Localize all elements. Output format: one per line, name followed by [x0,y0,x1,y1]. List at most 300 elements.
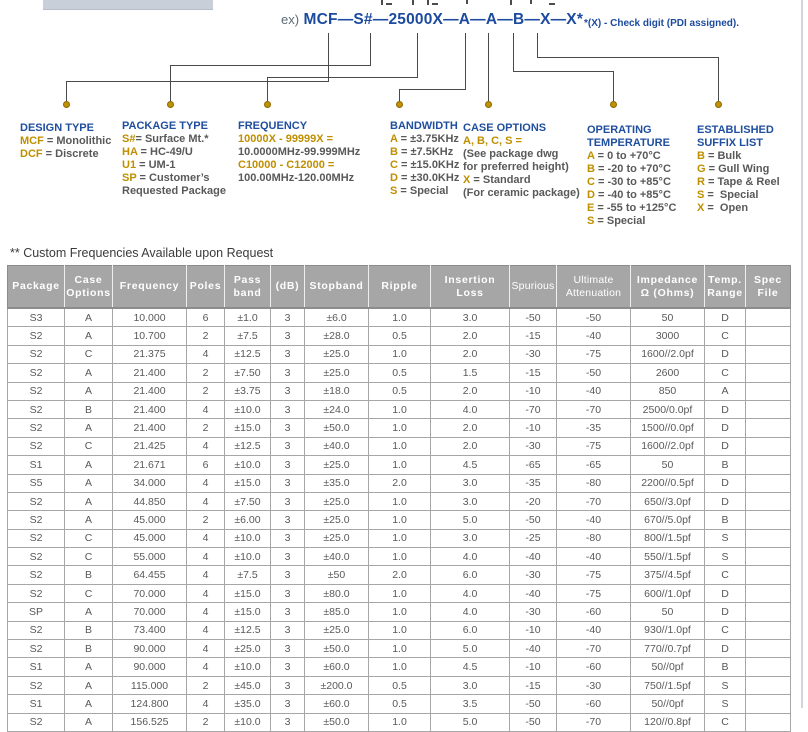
legend-title: DESIGN TYPE [20,122,94,134]
table-cell: S2 [8,566,65,584]
connector-line [537,57,719,58]
table-cell: -40 [557,382,631,400]
legend-column-established-suffix-list [697,124,803,215]
table-cell: S2 [8,713,65,731]
legend-text: = Gull Wing [705,163,770,175]
legend-code: B [587,163,595,175]
table-cell [746,437,791,455]
table-cell: 1.0 [369,419,431,437]
legend-code: A [587,150,595,162]
legend-text: for preferred height) [463,161,569,173]
table-cell: ±25.0 [305,529,369,547]
legend-entry [122,185,236,198]
table-cell: ±28.0 [305,327,369,345]
table-cell: ±40.0 [305,437,369,455]
table-cell: -30 [510,437,557,455]
table-cell: 1.0 [369,603,431,621]
table-cell [746,621,791,639]
table-cell: ±15.0 [225,584,271,602]
legend-title: SUFFIX LIST [697,137,763,149]
table-cell: ±7.5 [225,566,271,584]
table-cell: 1.0 [369,529,431,547]
legend-code: E [587,202,595,214]
table-cell: 2.0 [431,382,510,400]
table-cell: ±60.0 [305,695,369,713]
legend-text: = 0 to +70°C [594,150,661,162]
table-cell: 0.5 [369,676,431,694]
connector-dot [63,101,70,108]
table-row [8,511,791,529]
table-cell: -60 [557,658,631,676]
table-cell: 6.0 [431,566,510,584]
table-cell: A [65,419,113,437]
table-cell: -15 [510,676,557,694]
table-cell: 4 [187,603,225,621]
table-cell: -65 [557,456,631,474]
table-cell: 1.0 [369,492,431,510]
table-cell: 3000 [631,327,705,345]
legend-text: = Surface Mt.* [135,133,209,145]
table-row [8,382,791,400]
table-row [8,419,791,437]
table-cell: 2.0 [369,566,431,584]
column-header: Ultimate Attenuation [557,266,631,309]
table-cell: 3 [271,529,305,547]
table-cell: S [705,529,746,547]
table-cell: -25 [510,529,557,547]
legend-text: = ±3.75KHz [397,133,459,145]
legend-entry [390,146,472,159]
table-cell: C [705,566,746,584]
table-row [8,308,791,327]
table-cell: 3 [271,327,305,345]
table-cell: 1.0 [369,345,431,363]
legend-entry [390,159,472,172]
legend-code: D [390,172,398,184]
table-cell: B [65,640,113,658]
legend-code: C [390,159,398,171]
table-cell: -40 [510,548,557,566]
table-cell: A [65,308,113,327]
connector-line [267,77,418,78]
table-cell [746,676,791,694]
connector-line [613,71,614,102]
column-header: Pass band [225,266,271,309]
table-cell: S1 [8,658,65,676]
legend-code: X [697,202,705,214]
legend-text: = -30 to +85°C [594,176,671,188]
legend-text: Requested Package [122,185,226,197]
table-cell: 4 [187,437,225,455]
table-cell: ±10.0 [225,658,271,676]
table-cell: B [705,456,746,474]
table-cell: 3 [271,382,305,400]
table-cell: 50//0pf [631,695,705,713]
table-cell: C [705,621,746,639]
connector-line [328,33,329,82]
table-cell: 21.375 [113,345,187,363]
legend-entry [238,172,394,185]
cutoff-mark [432,3,438,5]
table-cell: A [65,603,113,621]
table-cell: ±15.0 [225,474,271,492]
table-cell: -30 [510,603,557,621]
table-cell: 750//1.5pf [631,676,705,694]
table-cell: S1 [8,456,65,474]
legend-text: (For ceramic package) [463,187,580,199]
table-cell: 3 [271,419,305,437]
table-cell [746,400,791,418]
example-prefix: ex) [281,12,300,27]
table-cell: 1.0 [369,621,431,639]
table-cell: ±35.0 [225,695,271,713]
column-header: Poles [187,266,225,309]
table-cell: 50 [631,603,705,621]
table-cell: S [705,548,746,566]
table-cell: S2 [8,529,65,547]
table-cell: C [65,345,113,363]
table-cell [746,456,791,474]
table-cell: -35 [557,419,631,437]
table-cell: C [705,364,746,382]
table-cell: ±10.0 [225,548,271,566]
table-cell: 3 [271,308,305,327]
table-cell: ±12.5 [225,345,271,363]
column-header: Package [8,266,65,309]
connector-line [66,81,67,102]
table-cell: 3 [271,713,305,731]
table-cell: 64.455 [113,566,187,584]
legend-code: C [587,176,595,188]
table-cell: ±25.0 [305,456,369,474]
table-cell: 3 [271,400,305,418]
table-cell [746,327,791,345]
column-header: (dB) [271,266,305,309]
legend-code: DCF [20,148,43,160]
legend-entry [463,187,603,200]
table-cell: S2 [8,364,65,382]
column-header: Insertion Loss [431,266,510,309]
table-cell: 2.0 [369,474,431,492]
table-cell: D [705,437,746,455]
table-cell: 1.0 [369,640,431,658]
table-cell: -50 [510,713,557,731]
table-row [8,548,791,566]
table-cell: 1500//0.0pf [631,419,705,437]
legend-code: SP [122,172,137,184]
legend-column-package-type [122,120,236,198]
table-cell: 800//1.5pf [631,529,705,547]
legend-entry [238,133,394,146]
table-cell: 1600//2.0pf [631,437,705,455]
table-row [8,529,791,547]
table-cell [746,695,791,713]
table-cell: C [65,584,113,602]
legend-text: = Special [594,215,646,227]
legend-entry [122,146,236,159]
table-cell: 375//4.5pf [631,566,705,584]
legend-text: = Standard [470,174,531,186]
table-cell: 5.0 [431,511,510,529]
table-cell: 2 [187,364,225,382]
table-row [8,695,791,713]
table-cell: 1600//2.0pf [631,345,705,363]
table-row [8,474,791,492]
column-header: Ripple [369,266,431,309]
table-cell: 3 [271,621,305,639]
table-cell: D [705,419,746,437]
table-cell: 55.000 [113,548,187,566]
table-cell: 4 [187,640,225,658]
legend-text: = Monolithic [43,135,112,147]
table-cell: 0.5 [369,327,431,345]
table-row [8,437,791,455]
table-cell: ±80.0 [305,584,369,602]
table-cell: ±15.0 [225,419,271,437]
table-cell [746,382,791,400]
table-row [8,603,791,621]
table-cell: 3.5 [431,695,510,713]
table-cell: -60 [557,603,631,621]
table-cell: 2600 [631,364,705,382]
table-cell [746,492,791,510]
connector-line [267,77,268,102]
connector-dot [610,101,617,108]
table-row [8,566,791,584]
table-cell: 4.0 [431,400,510,418]
legend-text: = UM-1 [136,159,176,171]
table-cell: ±200.0 [305,676,369,694]
table-cell: S [705,676,746,694]
table-cell: ±12.5 [225,437,271,455]
table-cell: A [65,511,113,529]
table-cell: 70.000 [113,584,187,602]
legend-text: = -55 to +125°C [594,202,677,214]
table-cell: -50 [557,308,631,327]
table-cell: B [65,400,113,418]
table-cell: -75 [557,345,631,363]
legend-entry [463,148,603,161]
cutoff-mark [427,0,429,5]
table-cell [746,474,791,492]
table-cell: 4.0 [431,603,510,621]
table-cell: C [705,713,746,731]
cutoff-mark [412,0,414,5]
table-cell: -80 [557,529,631,547]
legend-entry [587,215,705,228]
table-cell: C [705,327,746,345]
table-cell: B [705,511,746,529]
table-cell: 2500/0.0pf [631,400,705,418]
table-cell: 124.800 [113,695,187,713]
legend-column-case-options [463,122,603,200]
table-cell: 3 [271,640,305,658]
legend-code: B [390,146,398,158]
table-cell: S3 [8,308,65,327]
table-cell: ±45.0 [225,676,271,694]
table-cell: S2 [8,640,65,658]
table-cell [746,658,791,676]
table-cell: C [65,437,113,455]
legend-entry [238,146,394,159]
table-cell: 10.000 [113,308,187,327]
table-cell: SP [8,603,65,621]
legend-entry [463,174,603,187]
legend-code: C10000 - C12000 = [238,159,335,171]
table-cell: 3 [271,456,305,474]
table-row [8,492,791,510]
legend-entry [122,172,236,185]
table-cell: -50 [510,308,557,327]
table-cell: D [705,584,746,602]
legend-entry [238,159,394,172]
legend-text: = Discrete [42,148,99,160]
part-number-example [281,11,583,29]
table-cell: 3 [271,566,305,584]
table-cell: S2 [8,621,65,639]
table-cell [746,419,791,437]
table-cell: 120//0.8pf [631,713,705,731]
legend-entry [20,148,125,161]
table-cell: ±25.0 [305,492,369,510]
table-cell: 21.400 [113,382,187,400]
table-cell: 4 [187,400,225,418]
table-cell: S2 [8,345,65,363]
table-cell: S2 [8,419,65,437]
table-cell [746,640,791,658]
connector-dot [715,101,722,108]
table-cell: S2 [8,382,65,400]
table-cell: ±7.5 [225,327,271,345]
table-cell: 4 [187,529,225,547]
table-cell [746,511,791,529]
legend-entry [587,150,705,163]
table-cell: 2 [187,382,225,400]
table-cell: ±24.0 [305,400,369,418]
table-cell: 21.425 [113,437,187,455]
table-row [8,713,791,731]
table-cell: 3.0 [431,529,510,547]
legend-entry [390,172,472,185]
legend-text: 100.00MHz-120.00MHz [238,172,355,184]
cutoff-header-bar [43,0,213,10]
legend-code: S [587,215,595,227]
legend-entry [697,189,803,202]
legend-column-operating-temperature [587,124,705,228]
legend-entry [587,202,705,215]
table-cell: 0.5 [369,364,431,382]
legend-text: = -40 to +85°C [594,189,671,201]
table-cell [746,308,791,327]
table-cell: 1.0 [369,548,431,566]
connector-line [718,57,719,102]
table-cell: ±10.0 [225,456,271,474]
table-cell: ±18.0 [305,382,369,400]
table-cell: 3.0 [431,474,510,492]
legend-text: = HC-49/U [137,146,193,158]
table-cell: 90.000 [113,658,187,676]
table-cell: -10 [510,382,557,400]
legend-code: S# [122,133,136,145]
legend-code: A [390,133,398,145]
table-cell: ±50.0 [305,419,369,437]
table-cell: 4 [187,584,225,602]
table-cell: -30 [557,676,631,694]
connector-dot [396,101,403,108]
table-cell: -75 [557,566,631,584]
table-cell: 21.400 [113,419,187,437]
table-cell: C [65,529,113,547]
table-cell: 600//1.0pf [631,584,705,602]
connector-dot [485,101,492,108]
table-cell: 0.5 [369,382,431,400]
table-row [8,345,791,363]
table-cell: 2200//0.5pf [631,474,705,492]
legend-code: HA [122,146,138,158]
connector-line [488,33,489,102]
table-cell: 44.850 [113,492,187,510]
table-cell: -30 [510,566,557,584]
table-cell: ±10.0 [225,529,271,547]
table-cell: ±6.00 [225,511,271,529]
legend-title: OPERATING [587,124,652,136]
legend-code: A, B, C, S = [463,135,522,147]
part-number: MCF—S#—25000X—A—A—B—X—X* [303,11,584,28]
table-cell [746,364,791,382]
table-cell: 50//0pf [631,658,705,676]
table-cell: S5 [8,474,65,492]
table-cell: -40 [557,621,631,639]
legend-code: S [697,189,705,201]
table-cell: -20 [510,492,557,510]
table-cell: A [65,456,113,474]
table-cell: 2 [187,419,225,437]
connector-line [170,65,371,66]
connector-line [465,33,466,90]
table-cell: D [705,492,746,510]
legend-entry [20,135,125,148]
table-cell: 5.0 [431,640,510,658]
cutoff-mark [530,0,532,4]
table-cell: ±7.50 [225,364,271,382]
table-cell: 1.0 [369,584,431,602]
connector-line [170,65,171,102]
table-cell: 930//1.0pf [631,621,705,639]
table-cell: -70 [557,400,631,418]
connector-line [513,71,614,72]
legend-column-bandwidth [390,120,472,198]
table-cell: -80 [557,474,631,492]
legend-text: = ±15.0KHz [397,159,460,171]
table-cell: 3 [271,695,305,713]
table-row [8,658,791,676]
table-cell: ±3.75 [225,382,271,400]
table-cell: A [65,327,113,345]
table-cell: 21.671 [113,456,187,474]
table-row [8,327,791,345]
table-cell: ±85.0 [305,603,369,621]
table-cell: -40 [557,548,631,566]
page-edge-line [801,0,803,708]
column-header: Impedance Ω (Ohms) [631,266,705,309]
legend-code: D [587,189,595,201]
legend-column-design-type [20,122,125,161]
table-cell: S2 [8,437,65,455]
legend-code: G [697,163,706,175]
legend-code: MCF [20,135,44,147]
table-cell: D [705,308,746,327]
table-cell: 1.0 [369,658,431,676]
